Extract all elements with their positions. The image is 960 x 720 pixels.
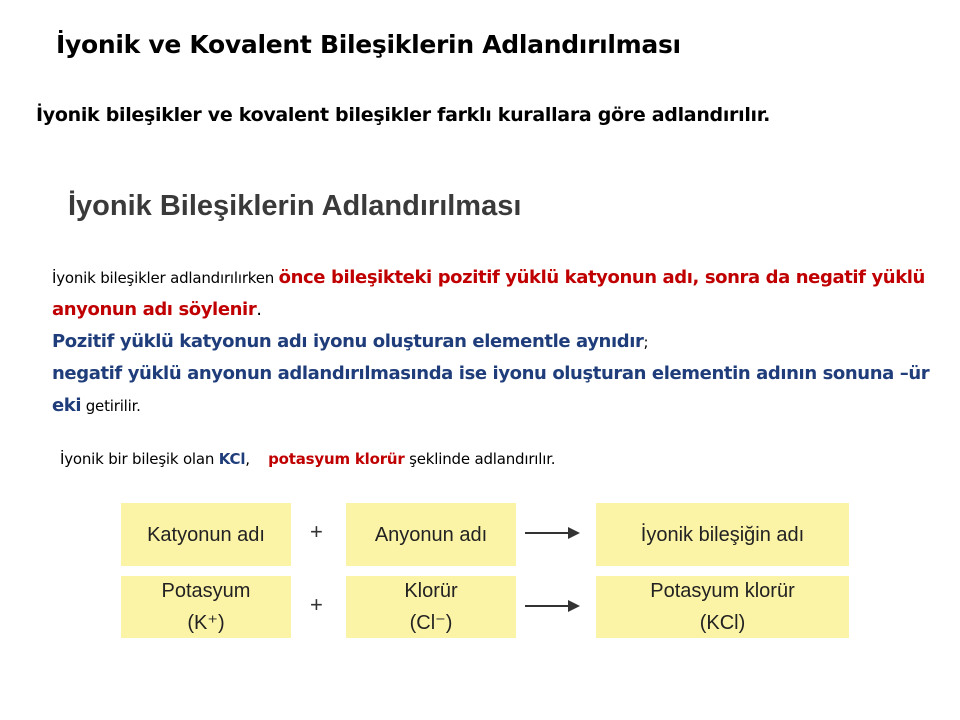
arrow-right-icon: [525, 525, 580, 541]
rule-period: .: [256, 299, 262, 320]
chloride-symbol: (Cl⁻): [409, 612, 453, 634]
anion-name-box: [346, 503, 516, 566]
potassium-chloride-box: [596, 576, 849, 638]
potassium-chloride-formula: (KCl): [699, 612, 746, 634]
anion-name-label: Anyonun adı: [374, 523, 488, 546]
chloride-label: Klorür: [404, 580, 458, 602]
example-sentence: [60, 450, 555, 468]
potassium-chloride-label: Potasyum klorür: [650, 580, 795, 602]
ionic-compound-name-box: [596, 503, 849, 566]
naming-rule-paragraph: [52, 262, 942, 422]
rule-red-text: önce bileşikteki pozitif yüklü katyonun adı, sonra da negatif yüklü anyonun adı söylenir: [52, 267, 925, 320]
example-formula: KCl: [218, 450, 246, 468]
plus-sign: +: [310, 519, 323, 544]
example-comma: ,: [245, 450, 250, 468]
rule-anion-text: negatif yüklü anyonun adlandırılmasında ise iyonu oluşturan elementin adının sonuna –ür eki: [52, 363, 930, 416]
rule-semicolon: ;: [643, 333, 649, 351]
ionic-compound-name-label: İyonik bileşiğin adı: [640, 523, 805, 546]
chloride-box: [346, 576, 516, 638]
page-title: İyonik ve Kovalent Bileşiklerin Adlandırılması: [56, 30, 681, 59]
potassium-symbol: (K⁺): [187, 612, 225, 634]
rule-cation-text: Pozitif yüklü katyonun adı iyonu oluşturan elementle aynıdır: [52, 331, 644, 352]
rule-tail: getirilir.: [81, 397, 141, 415]
plus-sign: +: [310, 592, 323, 617]
subtitle: İyonik bileşikler ve kovalent bileşikler farklı kurallara göre adlandırılır.: [36, 104, 771, 126]
rule-lead: İyonik bileşikler adlandırılırken: [52, 269, 279, 287]
cation-name-label: Katyonun adı: [147, 523, 265, 546]
example-lead: İyonik bir bileşik olan: [60, 450, 219, 468]
section-heading: İyonik Bileşiklerin Adlandırılması: [68, 190, 522, 222]
potassium-box: [121, 576, 291, 638]
example-name: potasyum klorür: [268, 450, 405, 468]
example-tail: şeklinde adlandırılır.: [404, 450, 556, 468]
arrow-right-icon: [525, 598, 580, 614]
potassium-label: Potasyum: [161, 580, 251, 602]
cation-name-box: [121, 503, 291, 566]
